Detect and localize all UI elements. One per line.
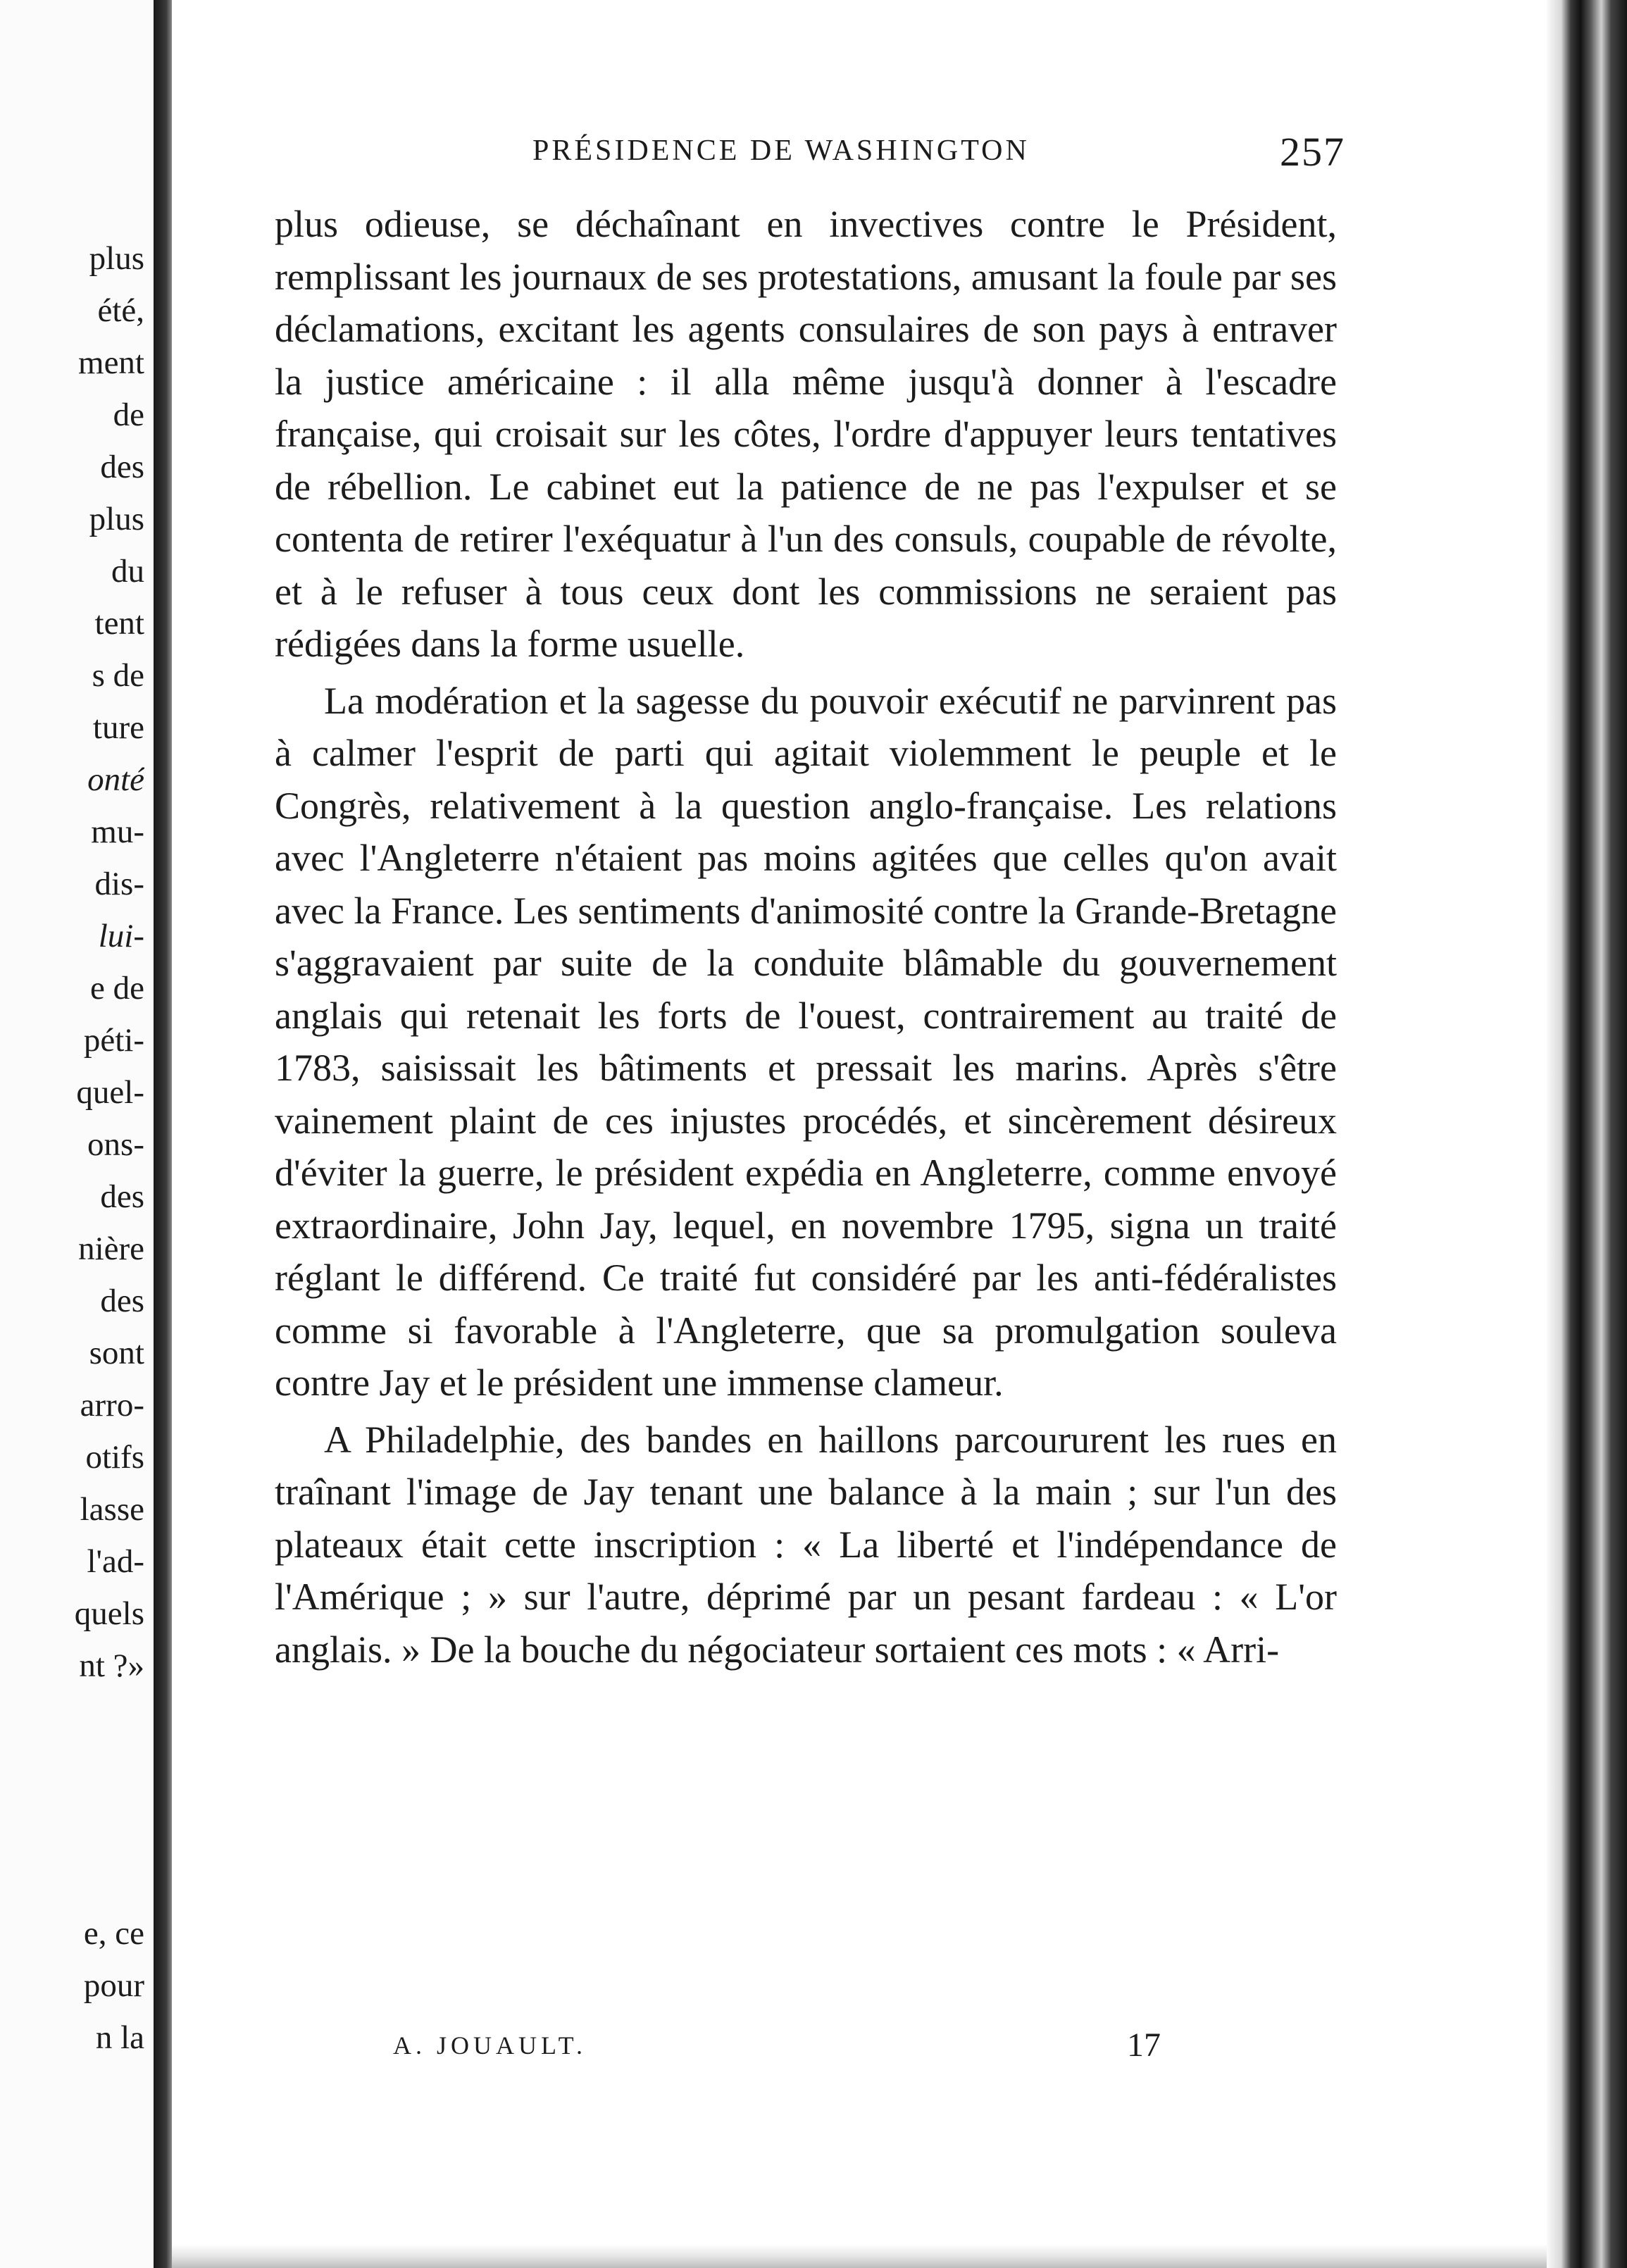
page-edge-right [1547,0,1627,2268]
left-page-fragment: n la [95,2019,144,2056]
left-page-fragment: mu- [91,814,144,850]
left-page-fragment: de [113,397,144,433]
paragraph-1: plus odieuse, se déchaînant en invectives contre le Président, remplissant les journaux de ses protestations, amusant la foule par ses déclamations, excitant les agents consulaires de son pays à entraver la justice américaine : il alla même jusqu'à donner à l'escadre française, qui croisait sur les côtes, l'ordre d'appuyer leurs tentatives de rébellion. Le cabinet eut la patience de ne pas l'expulser et se contenta de retirer l'exéquatur à l'un des consuls, coupable de révolte, et à le refuser à tous ceux dont les commissions ne seraient pas rédigées dans la forme usuelle. [275,203,1337,665]
left-page-fragment: quel- [76,1074,144,1111]
left-page-fragment: arro- [80,1387,144,1423]
left-page-line-fragments [0,232,144,1692]
left-page-fragment: des [100,449,144,485]
left-page-fragment: nière [78,1230,144,1267]
left-page-fragment: lasse [80,1491,144,1528]
page-number: 257 [1280,129,1345,175]
left-page-fragment: e, ce [83,1915,144,1952]
left-page-fragment: tent [94,605,144,642]
footer-author: A. JOUAULT. [393,2031,587,2060]
left-page-bottom-fragments [0,1907,144,2064]
left-page-fragment: lui- [98,918,144,954]
left-page-fragment: péti- [83,1022,144,1059]
left-page-fragment: nt ?» [79,1647,144,1684]
left-page-fragment: s de [92,657,144,694]
left-page-fragment: ture [92,709,144,746]
book-gutter [154,0,172,2268]
running-title: PRÉSIDENCE DE WASHINGTON [532,135,1030,167]
left-page-fragment: l'ad- [87,1543,144,1580]
left-page-fragment: ment [78,344,144,381]
left-page-fragment: des [100,1283,144,1319]
signature-mark: 17 [1127,2026,1161,2064]
left-page-fragment: plus [89,240,144,277]
left-facing-page [0,0,154,2268]
paragraph-2: La modération et la sagesse du pouvoir exécutif ne parvinrent pas à calmer l'esprit de parti qui agitait violemment le peuple et le Congrès, relativement à la question anglo-française. Les relations avec l'Angleterre n'étaient pas moins agitées que celles qu'on avait avec la France. Les sentiments d'animosité contre la Grande-Bretagne s'aggravaient par suite de la conduite blâmable du gouvernement anglais qui retenait les forts de l'ouest, contrairement au traité de 1783, saisissait les bâtiments et pressait les marins. Après s'être vainement plaint de ces injustes procédés, et sincèrement désireux d'éviter la guerre, le président expédia en Angleterre, comme envoyé extraordinaire, John Jay, lequel, en novembre 1795, signa un traité réglant le différend. Ce traité fut considéré par les anti-fédéralistes comme si favorable à l'Angleterre, que sa promulgation souleva contre Jay et le président une immense clameur. [275,679,1337,1404]
left-page-fragment: otifs [85,1439,144,1476]
left-page-fragment: ons- [87,1126,144,1163]
left-page-fragment: du [111,553,144,590]
left-page-fragment: pour [83,1967,144,2004]
left-page-fragment: quels [74,1595,144,1632]
left-page-fragment: onté [87,761,144,798]
page-edge-bottom [172,2244,1547,2268]
paragraph-3: A Philadelphie, des bandes en haillons parcoururent les rues en traînant l'image de Jay tenant une balance à la main ; sur l'un des plateaux était cette inscription : « La liberté et l'indépendance de l'Amérique ; » sur l'autre, déprimé par un pesant fardeau : « L'or anglais. » De la bouche du négociateur sortaient ces mots : « Arri- [275,1418,1337,1671]
left-page-fragment: e de [90,970,144,1007]
body-text [275,198,1337,1676]
left-page-fragment: sont [89,1335,144,1371]
left-page-fragment: plus [89,501,144,537]
left-page-fragment: été, [97,292,144,329]
left-page-fragment: des [100,1178,144,1215]
left-page-fragment: dis- [94,866,144,902]
